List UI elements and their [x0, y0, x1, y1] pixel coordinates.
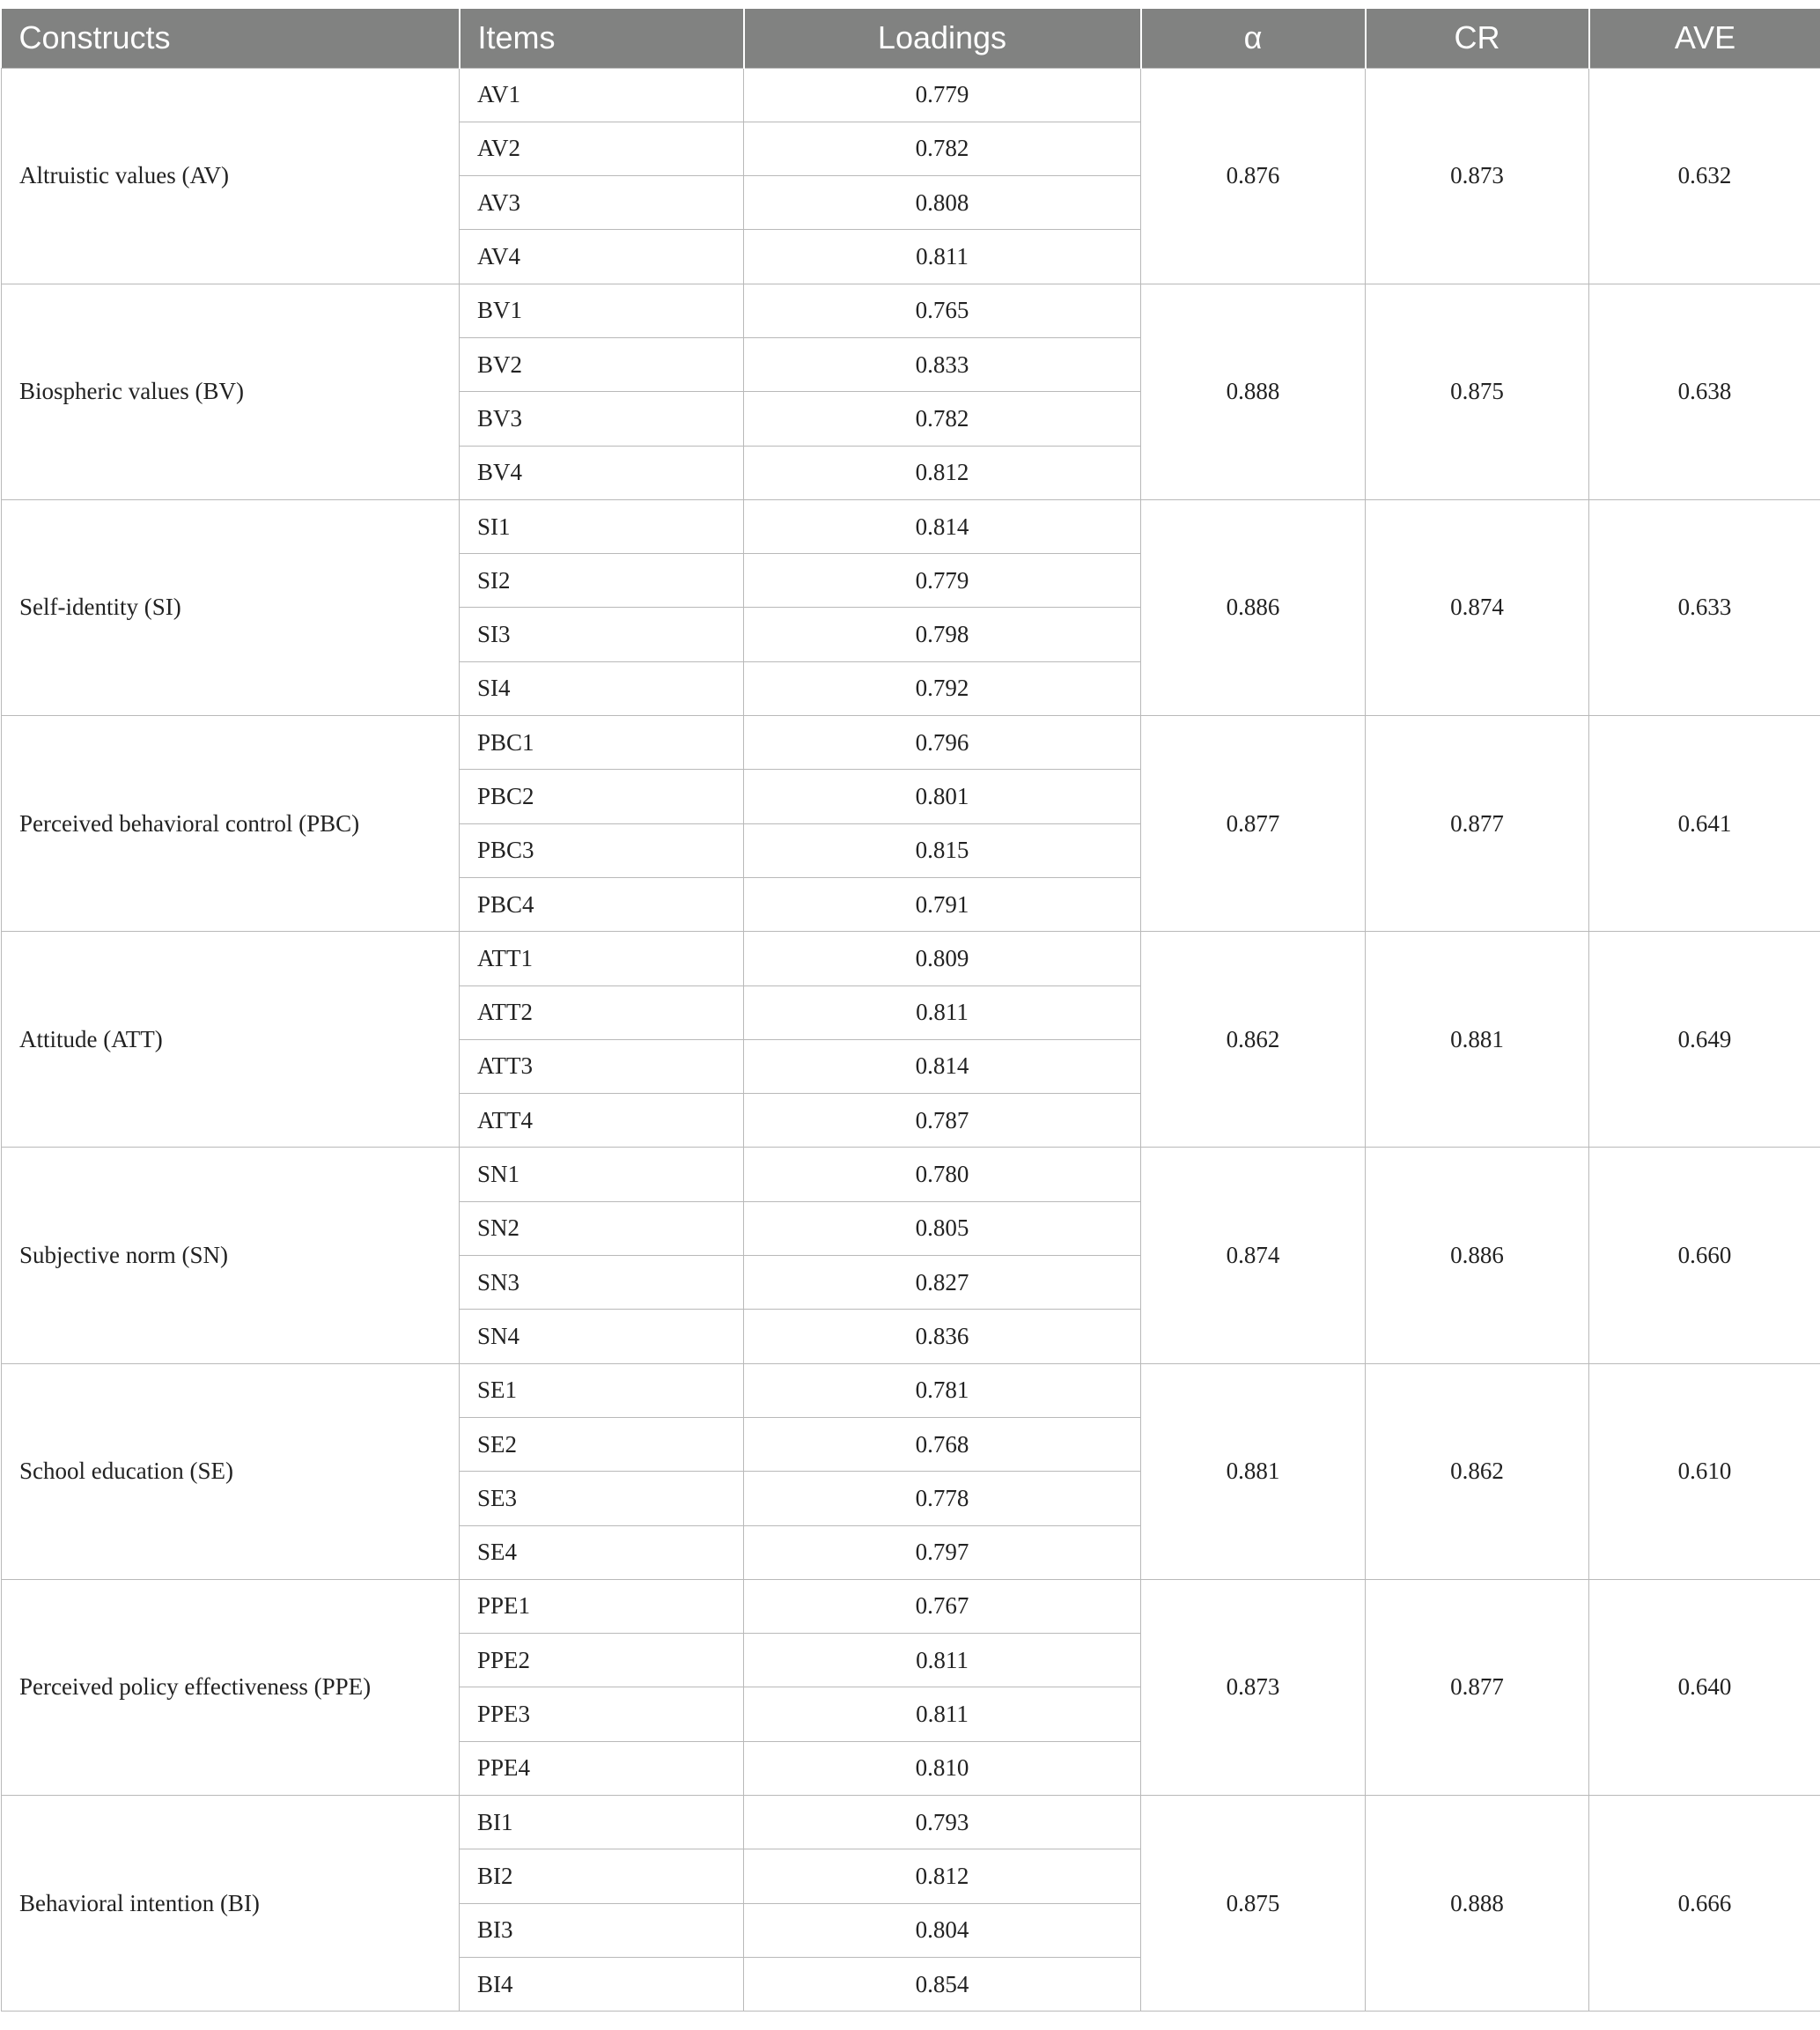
alpha-cell: 0.874: [1141, 1148, 1366, 1363]
loading-cell: 0.798: [744, 608, 1141, 661]
loading-cell: 0.801: [744, 770, 1141, 823]
item-cell: SN1: [460, 1148, 744, 1201]
header-items: Items: [460, 9, 744, 68]
table-row: [2, 1148, 1820, 1201]
table-row: [2, 68, 1820, 122]
item-cell: SI1: [460, 499, 744, 553]
cr-cell: 0.862: [1366, 1363, 1589, 1579]
item-cell: ATT1: [460, 932, 744, 985]
ave-cell: 0.610: [1589, 1363, 1820, 1579]
item-cell: BI4: [460, 1957, 744, 2011]
loading-cell: 0.778: [744, 1472, 1141, 1525]
loading-cell: 0.779: [744, 68, 1141, 122]
loading-cell: 0.782: [744, 122, 1141, 175]
ave-cell: 0.640: [1589, 1579, 1820, 1795]
construct-cell: Perceived policy effectiveness (PPE): [2, 1579, 460, 1795]
loading-cell: 0.765: [744, 284, 1141, 337]
item-cell: PPE3: [460, 1687, 744, 1741]
item-cell: BV2: [460, 337, 744, 391]
item-cell: PPE2: [460, 1634, 744, 1687]
alpha-cell: 0.876: [1141, 68, 1366, 284]
table-row: [2, 1579, 1820, 1633]
item-cell: BV1: [460, 284, 744, 337]
item-cell: ATT3: [460, 1039, 744, 1093]
loading-cell: 0.811: [744, 230, 1141, 284]
table-row: [2, 1796, 1820, 1849]
loading-cell: 0.779: [744, 554, 1141, 608]
loading-cell: 0.804: [744, 1903, 1141, 1957]
item-cell: BI3: [460, 1903, 744, 1957]
table-row: [2, 499, 1820, 553]
loading-cell: 0.787: [744, 1094, 1141, 1148]
table-body: [2, 68, 1820, 2012]
ave-cell: 0.638: [1589, 284, 1820, 499]
item-cell: BV3: [460, 392, 744, 446]
item-cell: BV4: [460, 446, 744, 499]
item-cell: SI4: [460, 661, 744, 715]
alpha-cell: 0.888: [1141, 284, 1366, 499]
alpha-cell: 0.877: [1141, 716, 1366, 932]
item-cell: AV3: [460, 176, 744, 230]
loading-cell: 0.815: [744, 823, 1141, 877]
item-cell: SN4: [460, 1310, 744, 1363]
table-row: [2, 284, 1820, 337]
cr-cell: 0.877: [1366, 716, 1589, 932]
loading-cell: 0.814: [744, 499, 1141, 553]
item-cell: SI3: [460, 608, 744, 661]
construct-cell: School education (SE): [2, 1363, 460, 1579]
header-cr: CR: [1366, 9, 1589, 68]
loading-cell: 0.768: [744, 1417, 1141, 1471]
item-cell: PBC2: [460, 770, 744, 823]
loading-cell: 0.780: [744, 1148, 1141, 1201]
item-cell: AV1: [460, 68, 744, 122]
alpha-cell: 0.875: [1141, 1796, 1366, 2012]
reliability-validity-table: [1, 9, 1820, 2012]
alpha-cell: 0.886: [1141, 499, 1366, 715]
cr-cell: 0.886: [1366, 1148, 1589, 1363]
construct-cell: Subjective norm (SN): [2, 1148, 460, 1363]
loading-cell: 0.810: [744, 1741, 1141, 1795]
loading-cell: 0.793: [744, 1796, 1141, 1849]
alpha-cell: 0.881: [1141, 1363, 1366, 1579]
construct-cell: Attitude (ATT): [2, 932, 460, 1148]
loading-cell: 0.782: [744, 392, 1141, 446]
table-row: [2, 716, 1820, 770]
loading-cell: 0.812: [744, 1849, 1141, 1903]
ave-cell: 0.633: [1589, 499, 1820, 715]
cr-cell: 0.881: [1366, 932, 1589, 1148]
loading-cell: 0.814: [744, 1039, 1141, 1093]
item-cell: SI2: [460, 554, 744, 608]
item-cell: AV2: [460, 122, 744, 175]
loading-cell: 0.791: [744, 877, 1141, 931]
item-cell: PPE4: [460, 1741, 744, 1795]
cr-cell: 0.877: [1366, 1579, 1589, 1795]
table-row: [2, 1363, 1820, 1417]
item-cell: AV4: [460, 230, 744, 284]
alpha-cell: 0.873: [1141, 1579, 1366, 1795]
loading-cell: 0.811: [744, 1687, 1141, 1741]
loading-cell: 0.792: [744, 661, 1141, 715]
header-loadings: Loadings: [744, 9, 1141, 68]
cr-cell: 0.875: [1366, 284, 1589, 499]
loading-cell: 0.781: [744, 1363, 1141, 1417]
item-cell: PBC4: [460, 877, 744, 931]
loading-cell: 0.811: [744, 985, 1141, 1039]
header-row: [2, 9, 1820, 68]
header-alpha: α: [1141, 9, 1366, 68]
loading-cell: 0.808: [744, 176, 1141, 230]
loading-cell: 0.767: [744, 1579, 1141, 1633]
ave-cell: 0.660: [1589, 1148, 1820, 1363]
construct-cell: Altruistic values (AV): [2, 68, 460, 284]
item-cell: PBC3: [460, 823, 744, 877]
loading-cell: 0.827: [744, 1256, 1141, 1310]
loading-cell: 0.805: [744, 1201, 1141, 1255]
ave-cell: 0.632: [1589, 68, 1820, 284]
ave-cell: 0.641: [1589, 716, 1820, 932]
item-cell: SN3: [460, 1256, 744, 1310]
header-constructs: Constructs: [2, 9, 460, 68]
cr-cell: 0.874: [1366, 499, 1589, 715]
table-row: [2, 932, 1820, 985]
header-ave: AVE: [1589, 9, 1820, 68]
loading-cell: 0.809: [744, 932, 1141, 985]
item-cell: BI2: [460, 1849, 744, 1903]
loading-cell: 0.854: [744, 1957, 1141, 2011]
item-cell: SE2: [460, 1417, 744, 1471]
cr-cell: 0.888: [1366, 1796, 1589, 2012]
construct-cell: Self-identity (SI): [2, 499, 460, 715]
item-cell: SE1: [460, 1363, 744, 1417]
ave-cell: 0.666: [1589, 1796, 1820, 2012]
construct-cell: Perceived behavioral control (PBC): [2, 716, 460, 932]
loading-cell: 0.812: [744, 446, 1141, 499]
construct-cell: Behavioral intention (BI): [2, 1796, 460, 2012]
loading-cell: 0.796: [744, 716, 1141, 770]
cr-cell: 0.873: [1366, 68, 1589, 284]
item-cell: ATT4: [460, 1094, 744, 1148]
item-cell: PPE1: [460, 1579, 744, 1633]
loading-cell: 0.836: [744, 1310, 1141, 1363]
item-cell: SE4: [460, 1525, 744, 1579]
alpha-cell: 0.862: [1141, 932, 1366, 1148]
construct-cell: Biospheric values (BV): [2, 284, 460, 499]
ave-cell: 0.649: [1589, 932, 1820, 1148]
item-cell: BI1: [460, 1796, 744, 1849]
item-cell: PBC1: [460, 716, 744, 770]
loading-cell: 0.811: [744, 1634, 1141, 1687]
table-header: [2, 9, 1820, 68]
item-cell: SE3: [460, 1472, 744, 1525]
loading-cell: 0.797: [744, 1525, 1141, 1579]
item-cell: SN2: [460, 1201, 744, 1255]
loading-cell: 0.833: [744, 337, 1141, 391]
item-cell: ATT2: [460, 985, 744, 1039]
